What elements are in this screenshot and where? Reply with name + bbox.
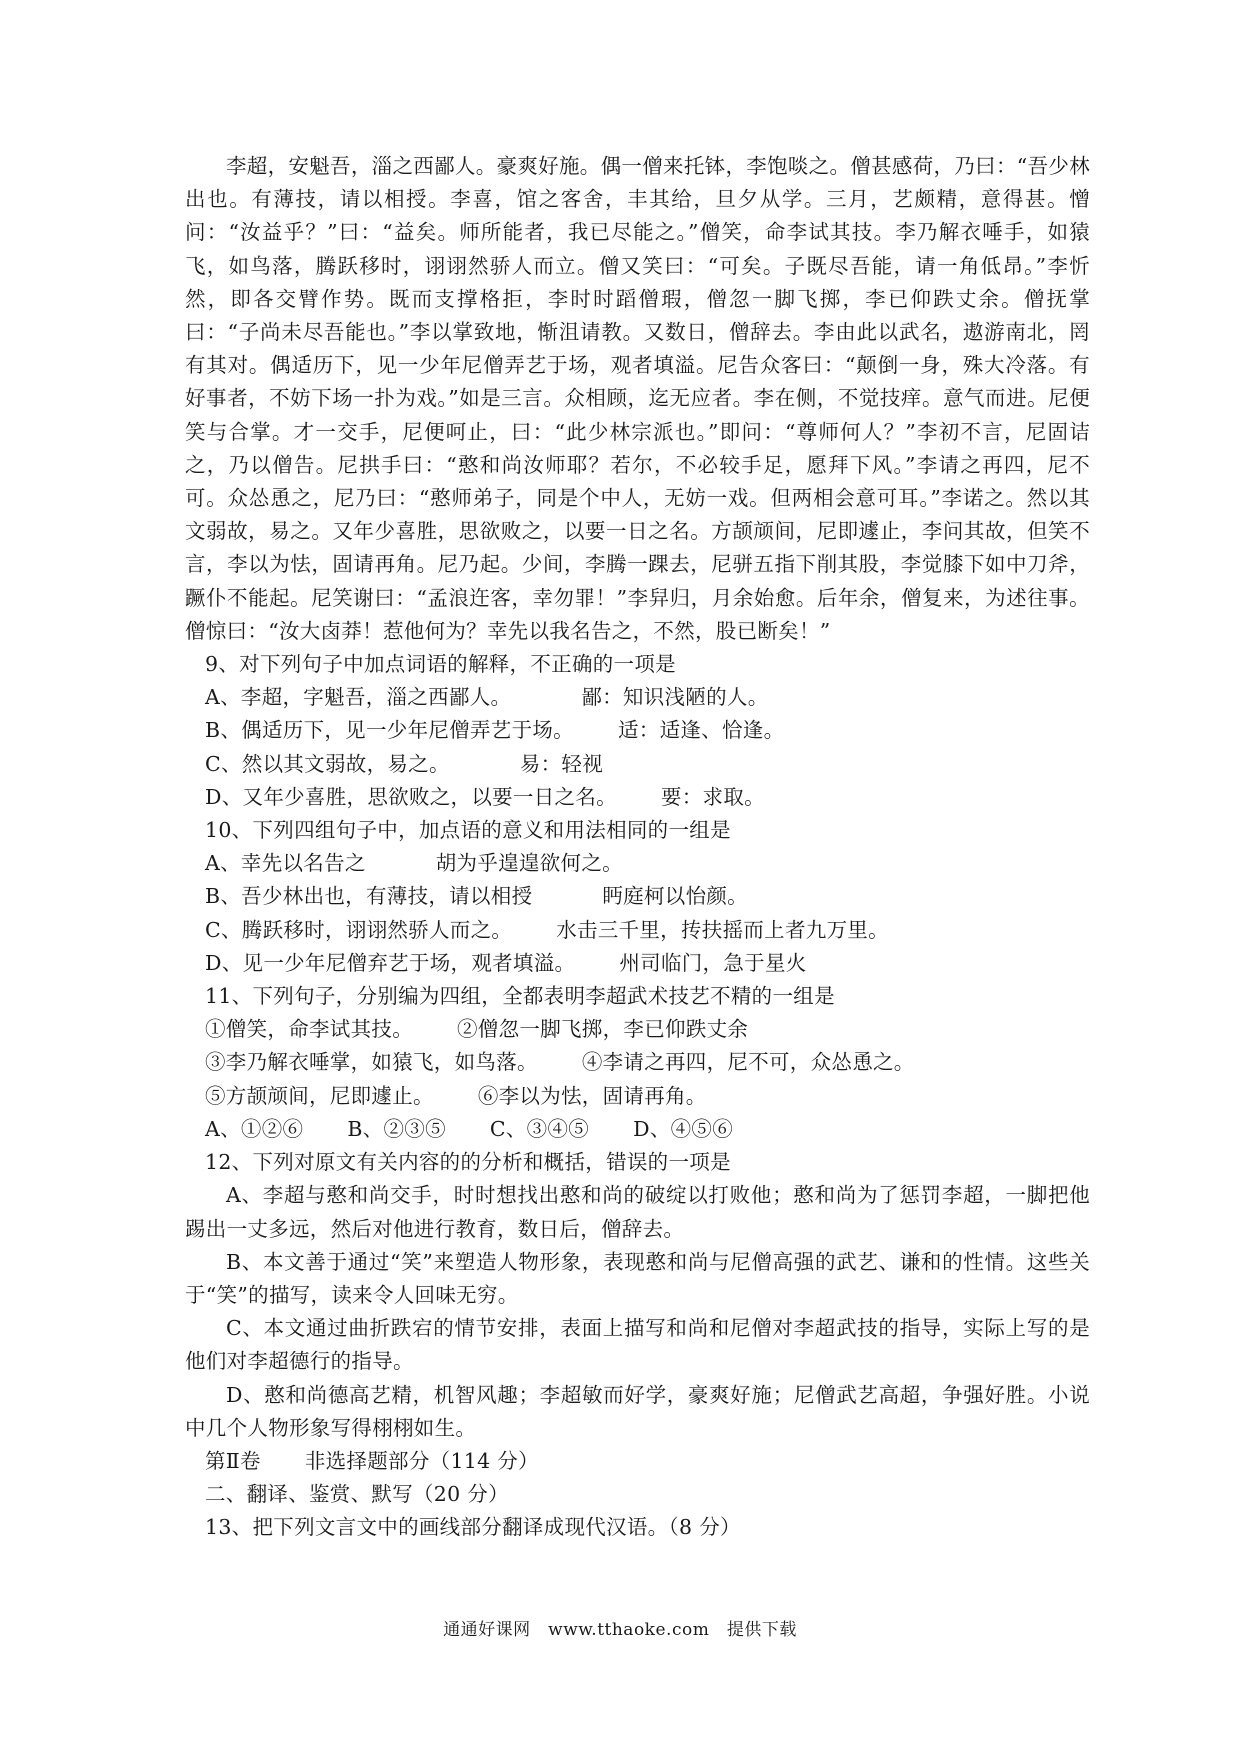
q9-option-d-gloss: 要：求取。 — [660, 784, 765, 809]
q9-option-d — [185, 781, 1090, 814]
q9-option-b-gloss: 适：适逢、恰逢。 — [617, 718, 785, 743]
q12-option-a: A、李超与憨和尚交手，时时想找出憨和尚的破绽以打败他；憨和尚为了惩罚李超，一脚把他踢出一丈多远，然后对他进行教育，数日后，僧辞去。 — [185, 1183, 1090, 1241]
q10-option-b-sentence: B、吾少林出也，有薄技，请以相授 — [205, 884, 533, 909]
q11-item-3: ③李乃解衣唾掌，如猿飞，如鸟落。 — [205, 1050, 538, 1075]
q11-choice-b: B、②③⑤ — [347, 1116, 446, 1141]
q10-option-c — [185, 914, 1090, 947]
q12-option-c: C、本文通过曲折跌宕的情节安排，表面上描写和尚和尼僧对李超武技的指导，实际上写的是他们对李超德行的指导。 — [185, 1316, 1090, 1374]
q9-option-c-gloss: 易：轻视 — [519, 751, 603, 776]
q12-option-b: B、本文善于通过“笑”来塑造人物形象，表现憨和尚与尼僧高强的武艺、谦和的性情。这些关于“笑”的描写，读来令人回味无穷。 — [185, 1249, 1090, 1307]
q11-choice-c: C、③④⑤ — [489, 1116, 590, 1141]
q9-option-c-sentence: C、然以其文弱故，易之。 — [205, 751, 450, 776]
q9-option-d-sentence: D、又年少喜胜，思欲败之，以要一日之名。 — [205, 784, 617, 809]
q11-item-4: ④李请之再四，尼不可，众怂恿之。 — [581, 1050, 915, 1075]
part-2-heading: 二、翻译、鉴赏、默写（20 分） — [205, 1482, 509, 1507]
q12-stem: 12、下列对原文有关内容的的分析和概括，错误的一项是 — [205, 1150, 731, 1175]
q11-choice-a: A、①②⑥ — [205, 1116, 304, 1141]
q10-option-d — [185, 947, 1090, 980]
q10-option-b-compare: 眄庭柯以怡颜。 — [602, 884, 748, 909]
q10-option-d-compare: 州司临门，急于星火 — [619, 950, 807, 975]
q9-option-a-sentence: A、李超，字魁吾，淄之西鄙人。 — [205, 685, 512, 710]
q9-stem: 9、对下列句子中加点词语的解释，不正确的一项是 — [205, 652, 676, 677]
q11-row-1 — [185, 1013, 1090, 1046]
q11-choice-d: D、④⑤⑥ — [633, 1116, 734, 1141]
page-footer: 通通好课网 www.tthaoke.com 提供下载 — [443, 1620, 797, 1640]
q9-option-c — [185, 748, 1090, 781]
q10-option-d-sentence: D、见一少年尼僧弃艺于场，观者填溢。 — [205, 950, 576, 975]
q12-option-d: D、憨和尚德高艺精，机智风趣；李超敏而好学，豪爽好施；尼僧武艺高超，争强好胜。小说中几个人物形象写得栩栩如生。 — [185, 1382, 1090, 1440]
q10-option-b — [185, 880, 1090, 913]
q11-item-6: ⑥李以为怯，固请再角。 — [477, 1083, 707, 1108]
q10-option-a-sentence: A、幸先以名告之 — [205, 851, 366, 876]
section-2-heading — [185, 1445, 1090, 1478]
q13-stem: 13、把下列文言文中的画线部分翻译成现代汉语。（8 分） — [205, 1515, 741, 1540]
q10-option-c-compare: 水击三千里，抟扶摇而上者九万里。 — [556, 917, 889, 942]
q9-option-a — [185, 681, 1090, 714]
q11-row-2 — [185, 1046, 1090, 1079]
q9-option-b-sentence: B、偶适历下，见一少年尼僧弄艺于场。 — [205, 718, 574, 743]
q10-option-c-sentence: C、腾跃移时，诩诩然骄人而之。 — [205, 917, 513, 942]
q11-item-2: ②僧忽一脚飞掷，李已仰跌丈余 — [457, 1017, 749, 1042]
q11-item-5: ⑤方颉颃间，尼即遽止。 — [205, 1083, 434, 1108]
q10-option-a — [185, 847, 1090, 880]
q11-stem: 11、下列句子，分别编为四组，全都表明李超武术技艺不精的一组是 — [205, 984, 835, 1009]
q11-choices — [185, 1113, 1090, 1146]
classical-passage: 李超，安魁吾，淄之西鄙人。豪爽好施。偶一僧来托钵，李饱啖之。僧甚感荷，乃曰：“吾少林出也。有薄技，请以相授。李喜，馆之客舍，丰其给，旦夕从学。三月，艺颇精，意得甚。憎问：“汝益乎？”曰：“益矣。师所能者，我已尽能之。”僧笑，命李试其技。李乃解衣唾手，如猿飞，如鸟落，腾跃移时，诩诩然骄人而立。僧又笑曰：“可矣。子既尽吾能，请一角低昂。”李忻然，即各交臂作势。既而支撑格拒，李时时蹈僧瑕，僧忽一脚飞掷，李已仰跌丈余。僧抚掌曰：“子尚未尽吾能也。”李以掌致地，惭沮请教。又数日，僧辞去。李由此以武名，遨游南北，罔有其对。偶适历下，见一少年尼僧弄艺于场，观者填溢。尼告众客曰：“颠倒一身，殊大冷落。有好事者，不妨下场一扑为戏。”如是三言。众相顾，迄无应者。李在侧，不觉技痒。意气而进。尼便笑与合掌。才一交手，尼便呵止，曰：“此少林宗派也。”即问：“尊师何人？”李初不言，尼固诘之，乃以僧告。尼拱手曰：“憨和尚汝师耶？若尔，不必较手足，愿拜下风。”李请之再四，尼不可。众怂恿之，尼乃曰：“憨师弟子，同是个中人，无妨一戏。但两相会意可耳。”李诺之。然以其文弱故，易之。又年少喜胜，思欲败之，以要一日之名。方颉颃间，尼即遽止，李问其故，但笑不言，李以为怯，固请再角。尼乃起。少间，李腾一踝去，尼骈五指下削其股，李觉膝下如中刀斧，蹶仆不能起。尼笑谢曰：“孟浪迕客，幸勿罪！”李舁归，月余始愈。后年余，僧复来，为述往事。僧惊曰：“汝大卤莽！惹他何为？幸先以我名告之，不然，股已断矣！” — [185, 154, 1090, 643]
q10-stem: 10、下列四组句子中，加点语的意义和用法相同的一组是 — [205, 818, 731, 843]
q11-item-1: ①僧笑，命李试其技。 — [205, 1017, 413, 1042]
page-content — [185, 150, 1090, 1545]
section-2-subtitle: 非选择题部分（114 分） — [304, 1448, 539, 1473]
q11-row-3 — [185, 1080, 1090, 1113]
q10-option-a-compare: 胡为乎遑遑欲何之。 — [435, 851, 623, 876]
section-2-title: 第Ⅱ卷 — [205, 1448, 261, 1473]
q9-option-b — [185, 714, 1090, 747]
q9-option-a-gloss: 鄙：知识浅陋的人。 — [581, 685, 769, 710]
